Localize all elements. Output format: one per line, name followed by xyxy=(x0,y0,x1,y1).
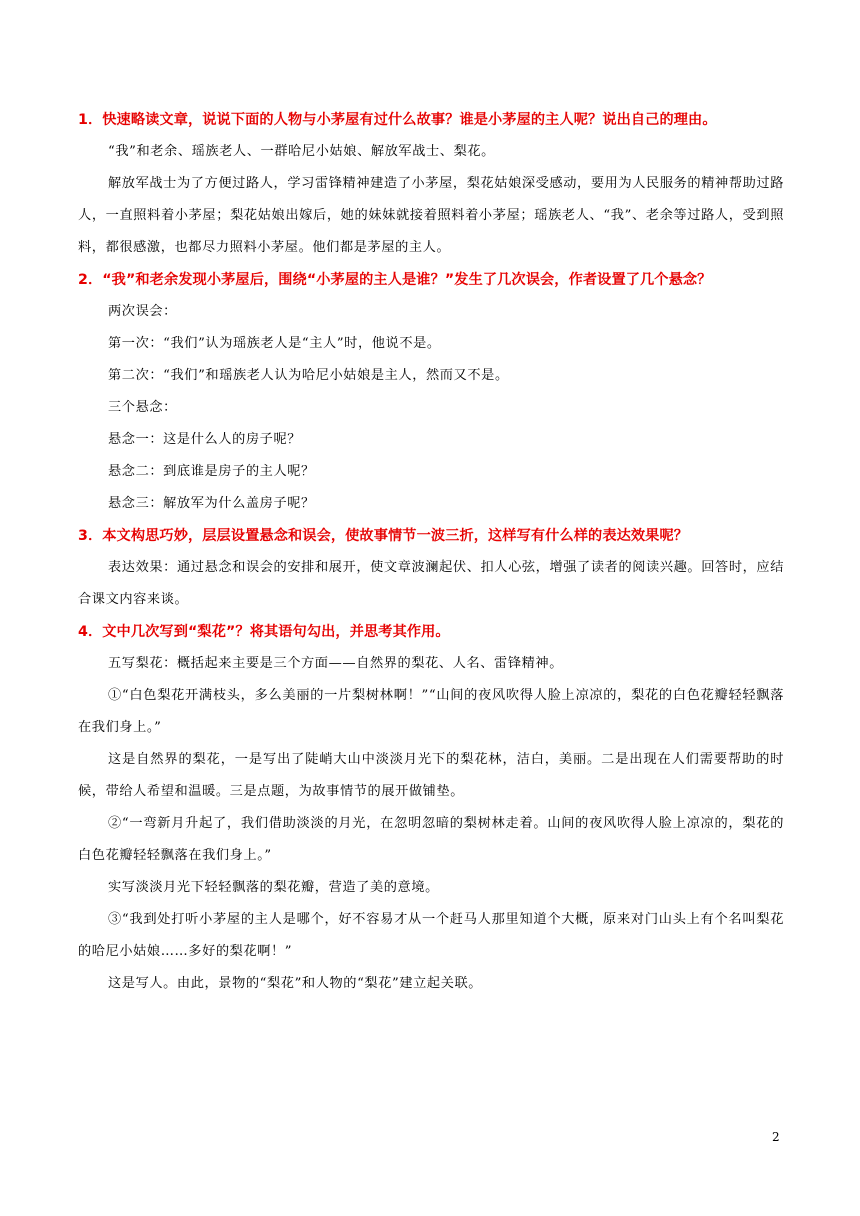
answer-4-quote-1: ①“白色梨花开满枝头，多么美丽的一片梨树林啊！”“山间的夜风吹得人脸上凉凉的，梨花的白色花瓣轻轻飘落在我们身上。” xyxy=(78,688,784,735)
question-4: 4．文中几次写到“梨花”？将其语句勾出，并思考其作用。 xyxy=(78,624,450,640)
answer-3-effect: 表达效果：通过悬念和误会的安排和展开，使文章波澜起伏、扣人心弦，增强了读者的阅读兴趣。回答时，应结合课文内容来谈。 xyxy=(78,560,784,607)
answer-2-misunderstandings-heading: 两次误会： xyxy=(108,304,177,319)
answer-4-analysis-1: 这是自然界的梨花，一是写出了陡峭大山中淡淡月光下的梨花林，洁白，美丽。二是出现在人们需要帮助的时候，带给人希望和温暖。三是点题，为故事情节的展开做铺垫。 xyxy=(78,752,784,799)
document-body xyxy=(78,104,784,1000)
answer-2-misunderstanding-2: 第二次：“我们”和瑶族老人认为哈尼小姑娘是主人，然而又不是。 xyxy=(108,368,509,383)
answer-4-quote-2: ②“一弯新月升起了，我们借助淡淡的月光，在忽明忽暗的梨树林走着。山间的夜风吹得人脸上凉凉的，梨花的白色花瓣轻轻飘落在我们身上。” xyxy=(78,816,784,863)
question-1: 1．快速略读文章，说说下面的人物与小茅屋有过什么故事？谁是小茅屋的主人呢？说出自己的理由。 xyxy=(78,112,717,128)
page-number: 2 xyxy=(772,1130,780,1144)
answer-1-characters: “我”和老余、瑶族老人、一群哈尼小姑娘、解放军战士、梨花。 xyxy=(108,144,495,159)
answer-1-explanation: 解放军战士为了方便过路人，学习雷锋精神建造了小茅屋，梨花姑娘深受感动，要用为人民服务的精神帮助过路人，一直照料着小茅屋；梨花姑娘出嫁后，她的妹妹就接着照料着小茅屋；瑶族老人、“我”、老余等过路人，受到照料，都很感激，也都尽力照料小茅屋。他们都是茅屋的主人。 xyxy=(78,176,784,255)
answer-2-suspense-1: 悬念一：这是什么人的房子呢？ xyxy=(108,432,302,447)
answer-2-misunderstanding-1: 第一次：“我们”认为瑶族老人是“主人”时，他说不是。 xyxy=(108,336,441,351)
answer-4-summary: 五写梨花：概括起来主要是三个方面——自然界的梨花、人名、雷锋精神。 xyxy=(108,656,563,671)
answer-4-analysis-3: 这是写人。由此，景物的“梨花”和人物的“梨花”建立起关联。 xyxy=(108,976,483,991)
question-2: 2．“我”和老余发现小茅屋后，围绕“小茅屋的主人是谁？”发生了几次误会，作者设置了几个悬念？ xyxy=(78,272,712,288)
answer-2-suspense-heading: 三个悬念： xyxy=(108,400,177,415)
answer-2-suspense-3: 悬念三：解放军为什么盖房子呢？ xyxy=(108,496,315,511)
answer-2-suspense-2: 悬念二：到底谁是房子的主人呢？ xyxy=(108,464,315,479)
answer-4-quote-3: ③“我到处打听小茅屋的主人是哪个，好不容易才从一个赶马人那里知道个大概，原来对门山头上有个名叫梨花的哈尼小姑娘……多好的梨花啊！” xyxy=(78,912,784,959)
answer-4-analysis-2: 实写淡淡月光下轻轻飘落的梨花瓣，营造了美的意境。 xyxy=(108,880,439,895)
question-3: 3．本文构思巧妙，层层设置悬念和误会，使故事情节一波三折，这样写有什么样的表达效果呢？ xyxy=(78,528,689,544)
